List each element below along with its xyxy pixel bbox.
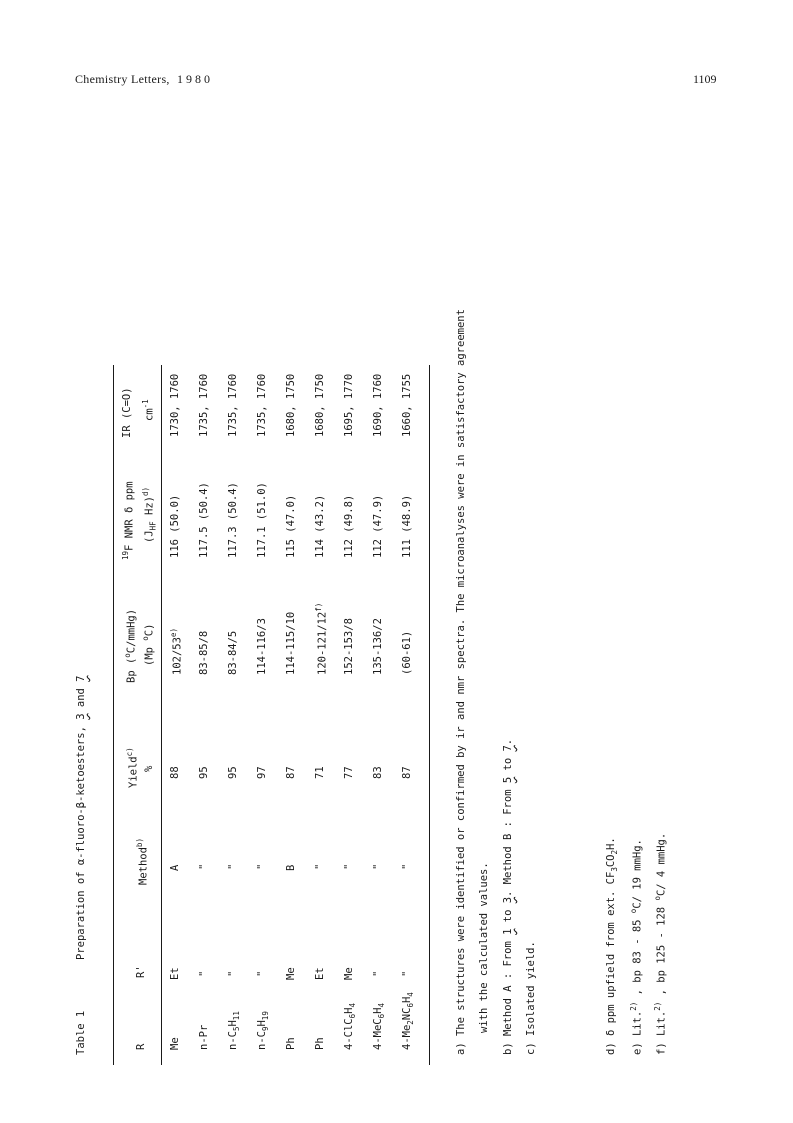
table-caption: Preparation of α-fluoro-β-ketoesters, 3 and 7: [75, 675, 87, 960]
cell-r: $4-ClC_6H_4$: [343, 1003, 358, 1050]
journal-name: Chemistry Letters,: [75, 72, 170, 86]
cell-yield: 88: [169, 766, 181, 779]
cell-method: ": [401, 863, 413, 870]
cell-nmr: 117.1 (51.0): [256, 482, 268, 558]
cell-nmr: 115 (47.0): [285, 494, 297, 558]
cell-yield: 83: [372, 766, 384, 779]
table-label: Table 1: [75, 1010, 87, 1055]
cell-ir: 1680, 1750: [314, 373, 326, 437]
col-header-method: Method$^{b)}$: [135, 838, 150, 885]
cell-method: ": [198, 863, 210, 870]
footnote-e: e) Lit.$^{2)}$ , bp 83 - 85 $^o$C/ 19 mmHg.: [629, 839, 644, 1055]
cell-bp: 135-136/2: [372, 618, 384, 675]
cell-ir: 1730, 1760: [169, 373, 181, 437]
cell-r-prime: Et: [314, 967, 326, 980]
cell-nmr: 112 (47.9): [372, 494, 384, 558]
cell-method: ": [256, 863, 268, 870]
cell-r-prime: Et: [169, 967, 181, 980]
footnote-a-cont: with the calculated values.: [478, 862, 490, 1033]
cell-r-prime: Me: [285, 967, 297, 980]
cell-r: Ph: [314, 1037, 326, 1050]
rotated-footnotes-block: [605, 85, 715, 1055]
cell-method: B: [285, 864, 297, 871]
footnote-a: a) The structures were identified or confirmed by ir and nmr spectra. The microanalyses were in satisfactory agreement: [455, 309, 467, 1055]
col-header-bp: Bp ($^o$C/mmHg): [123, 608, 138, 683]
cell-nmr: 112 (49.8): [343, 494, 355, 558]
cell-bp: 120-121/12$^{f)}$: [314, 602, 329, 675]
footnote-f: f) Lit.$^{2)}$ , bp 125 - 128 $^o$C/ 4 mmHg.: [653, 832, 668, 1055]
cell-r: n-Pr: [198, 1024, 210, 1050]
footnote-c: c) Isolated yield.: [525, 941, 537, 1055]
cell-r: Ph: [285, 1037, 297, 1050]
cell-yield: 87: [285, 766, 297, 779]
cell-bp: 114-116/3: [256, 618, 268, 675]
cell-r: $n-C_5H_{11}$: [227, 1011, 242, 1050]
table-top-rule: [113, 365, 114, 1065]
cell-bp: 114-115/10: [285, 611, 297, 675]
col-header-yield: Yield$^{c)}$: [125, 747, 140, 788]
col-header-ir: IR (C=O): [121, 387, 133, 438]
col-header-nmr: $^{19}$F NMR δ ppm: [121, 481, 136, 560]
cell-method: ": [227, 863, 239, 870]
cell-yield: 77: [343, 766, 355, 779]
compound-7: 7: [75, 675, 87, 682]
footnote-b: b) Method A : From 1 to 3. Method B : From 5 to 7.: [502, 738, 514, 1055]
cell-bp: 152-153/8: [343, 618, 355, 675]
cell-method: ": [372, 863, 384, 870]
cell-yield: 95: [198, 766, 210, 779]
cell-r: $n-C_9H_{19}$: [256, 1011, 271, 1050]
cell-r: $4-Me_2NC_6H_4$: [401, 992, 416, 1050]
cell-r: Me: [169, 1037, 181, 1050]
cell-nmr: 116 (50.0): [169, 494, 181, 558]
col-header-r-prime: R': [135, 965, 147, 978]
col-header-yield-unit: %: [143, 765, 155, 772]
cell-ir: 1690, 1760: [372, 373, 384, 437]
cell-r-prime: ": [227, 970, 239, 977]
cell-ir: 1735, 1760: [227, 373, 239, 437]
cell-nmr: 114 (43.2): [314, 494, 326, 558]
table-bottom-rule: [429, 365, 430, 1065]
cell-method: A: [169, 864, 181, 871]
cell-bp: 83-84/5: [227, 630, 239, 675]
col-header-jhf: ($J_{HF}$ Hz)$^{d)}$: [141, 486, 158, 543]
cell-nmr: 111 (48.9): [401, 494, 413, 558]
cell-r-prime: ": [198, 970, 210, 977]
cell-nmr: 117.5 (50.4): [198, 482, 210, 558]
col-header-r: R: [135, 1043, 147, 1050]
table-header-rule: [161, 365, 162, 1065]
cell-bp: 83-85/8: [198, 630, 210, 675]
page-number: 1109: [693, 72, 717, 86]
cell-yield: 87: [401, 766, 413, 779]
cell-r-prime: ": [401, 970, 413, 977]
cell-ir: 1735, 1760: [198, 373, 210, 437]
cell-r: $4-MeC_6H_4$: [372, 1003, 387, 1050]
footnote-d: d) δ ppm upfield from ext. $CF_3CO_2H$.: [605, 837, 620, 1055]
cell-ir: 1695, 1770: [343, 373, 355, 437]
cell-ir: 1735, 1760: [256, 373, 268, 437]
journal-year: 1980: [177, 72, 214, 86]
cell-ir: 1680, 1750: [285, 373, 297, 437]
cell-yield: 95: [227, 766, 239, 779]
cell-nmr: 117.3 (50.4): [227, 482, 239, 558]
cell-r-prime: ": [256, 970, 268, 977]
cell-bp: 102/53$^{e)}$: [169, 628, 184, 675]
cell-r-prime: ": [372, 970, 384, 977]
col-header-ir-unit: $cm^{-1}$: [141, 399, 156, 421]
cell-method: ": [314, 863, 326, 870]
rotated-table-block: [75, 85, 535, 1055]
cell-r-prime: Me: [343, 967, 355, 980]
cell-method: ": [343, 863, 355, 870]
cell-yield: 71: [314, 766, 326, 779]
col-header-mp: (Mp $^o$C): [141, 623, 156, 666]
cell-yield: 97: [256, 766, 268, 779]
cell-bp: (60-61): [401, 630, 413, 675]
compound-3: 3: [75, 713, 87, 720]
cell-ir: 1660, 1755: [401, 373, 413, 437]
